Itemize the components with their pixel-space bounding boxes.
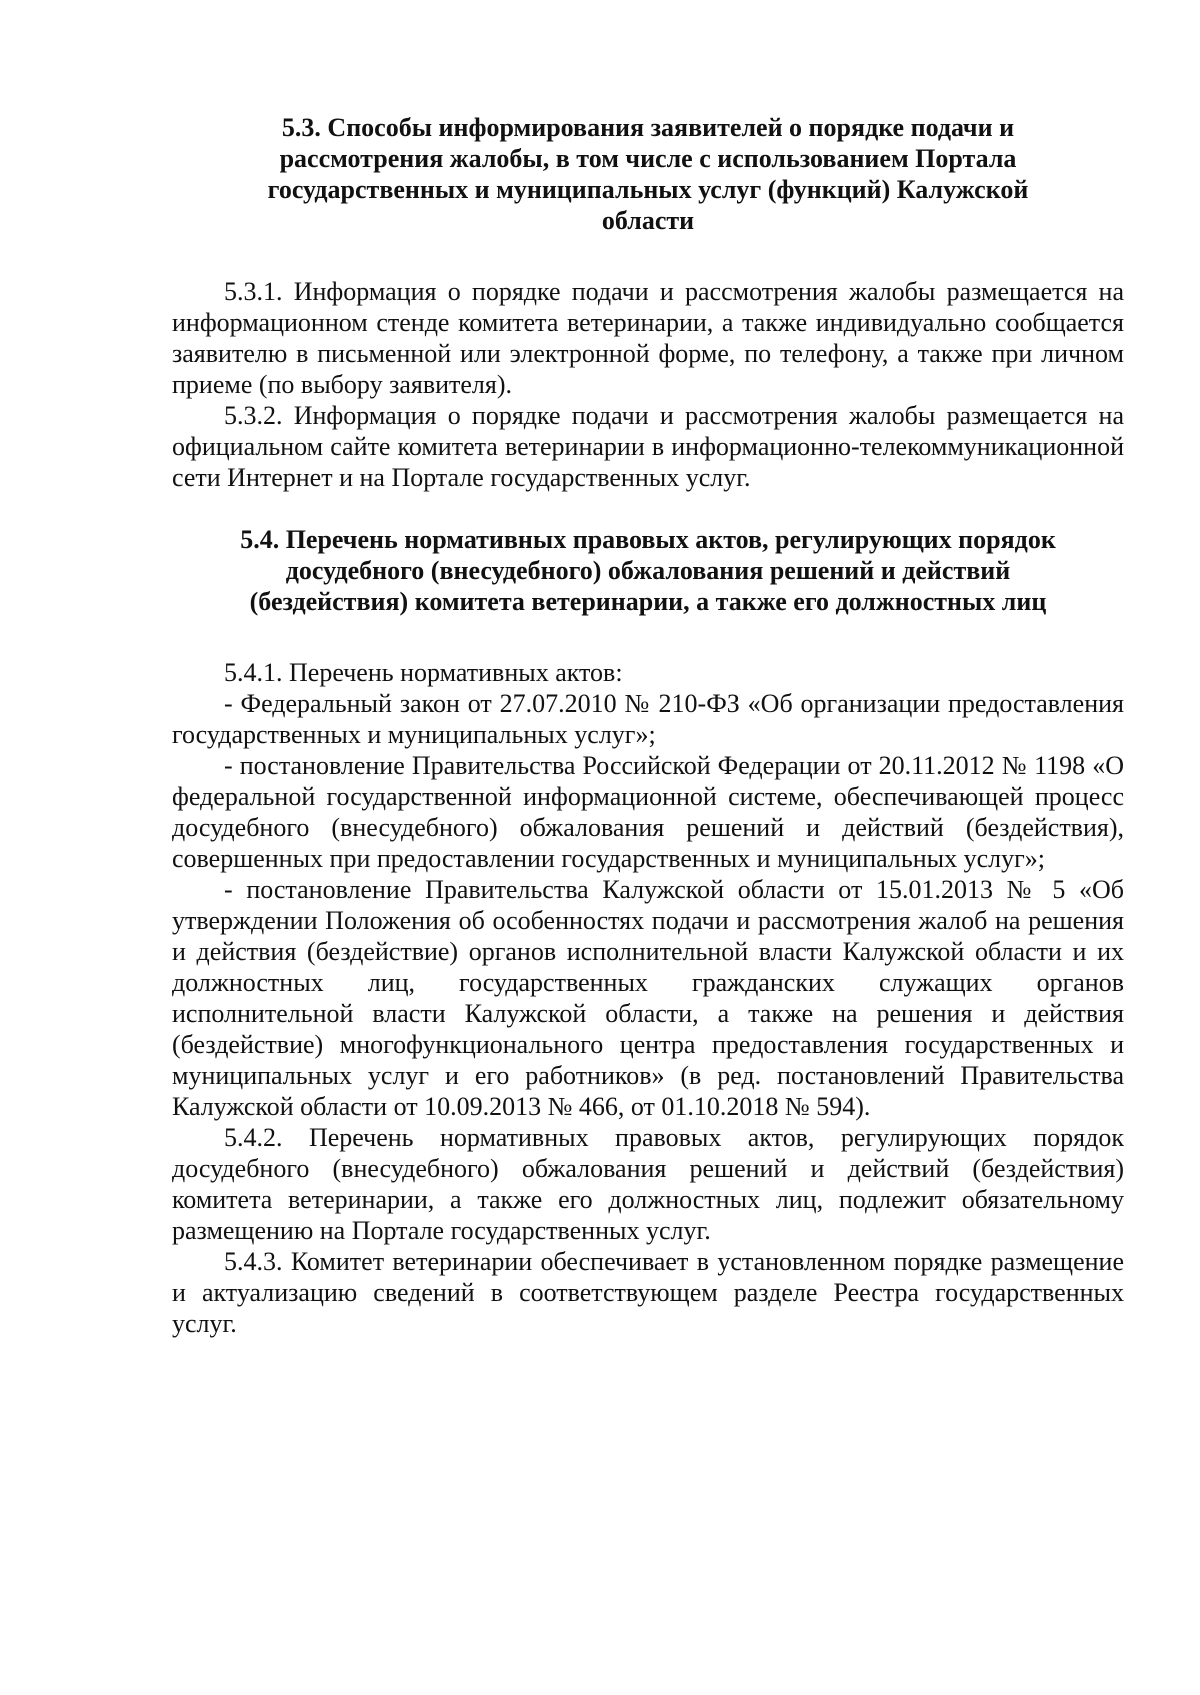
- paragraph: 5.4.3. Комитет ветеринарии обеспечивает в установленном порядке размещение и актуализацию сведений в соответствующем разделе Реестра государственных услуг.: [172, 1247, 1124, 1338]
- paragraph: 5.4.2. Перечень нормативных правовых актов, регулирующих порядок досудебного (внесудебного) обжалования решений и действий (бездействия) комитета ветеринарии, а также его должностных лиц, подлежит обязательному размещению на Портале государственных услуг.: [172, 1123, 1124, 1245]
- paragraph: 5.4.1. Перечень нормативных актов:: [224, 658, 623, 687]
- paragraph: 5.3.1. Информация о порядке подачи и рассмотрения жалобы размещается на информационном стенде комитета ветеринарии, а также индивидуально сообщается заявителю в письменной или электронной форме, по телефону, а также при личном приеме (по выбору заявителя).: [172, 277, 1124, 399]
- document-page: [172, 112, 1124, 1339]
- section-5-4: [172, 524, 1124, 1339]
- paragraph: - Федеральный закон от 27.07.2010 № 210-ФЗ «Об организации предоставления государственных и муниципальных услуг»;: [172, 689, 1124, 749]
- section-heading: 5.3. Способы информирования заявителей о порядке подачи и рассмотрения жалобы, в том числе с использованием Портала государственных и муниципальных услуг (функций) Калужской области: [267, 113, 1029, 235]
- spacer: [172, 236, 1124, 276]
- spacer: [172, 493, 1124, 524]
- section-5-3: [172, 112, 1124, 493]
- paragraph: - постановление Правительства Российской Федерации от 20.11.2012 № 1198 «О федеральной государственной информационной системе, обеспечивающей процесс досудебного (внесудебного) обжалования решений и действий (бездействия), совершенных при предоставлении государственных и муниципальных услуг»;: [172, 751, 1124, 873]
- section-heading: 5.4. Перечень нормативных правовых актов, регулирующих порядок досудебного (внесудебного) обжалования решений и действий (бездействия) комитета ветеринарии, а также его должностных лиц: [240, 525, 1056, 616]
- paragraph: - постановление Правительства Калужской области от 15.01.2013 № 5 «Об утверждении Положения об особенностях подачи и рассмотрения жалоб на решения и действия (бездействие) органов исполнительной власти Калужской области и их должностных лиц, государственных гражданских служащих органов исполнительной власти Калужской области, а также на решения и действия (бездействие) многофункционального центра предоставления государственных и муниципальных услуг и его работников» (в ред. постановлений Правительства Калужской области от 10.09.2013 № 466, от 01.10.2018 № 594).: [172, 875, 1124, 1121]
- spacer: [172, 617, 1124, 657]
- paragraph: 5.3.2. Информация о порядке подачи и рассмотрения жалобы размещается на официальном сайте комитета ветеринарии в информационно-телекоммуникационной сети Интернет и на Портале государственных услуг.: [172, 401, 1124, 492]
